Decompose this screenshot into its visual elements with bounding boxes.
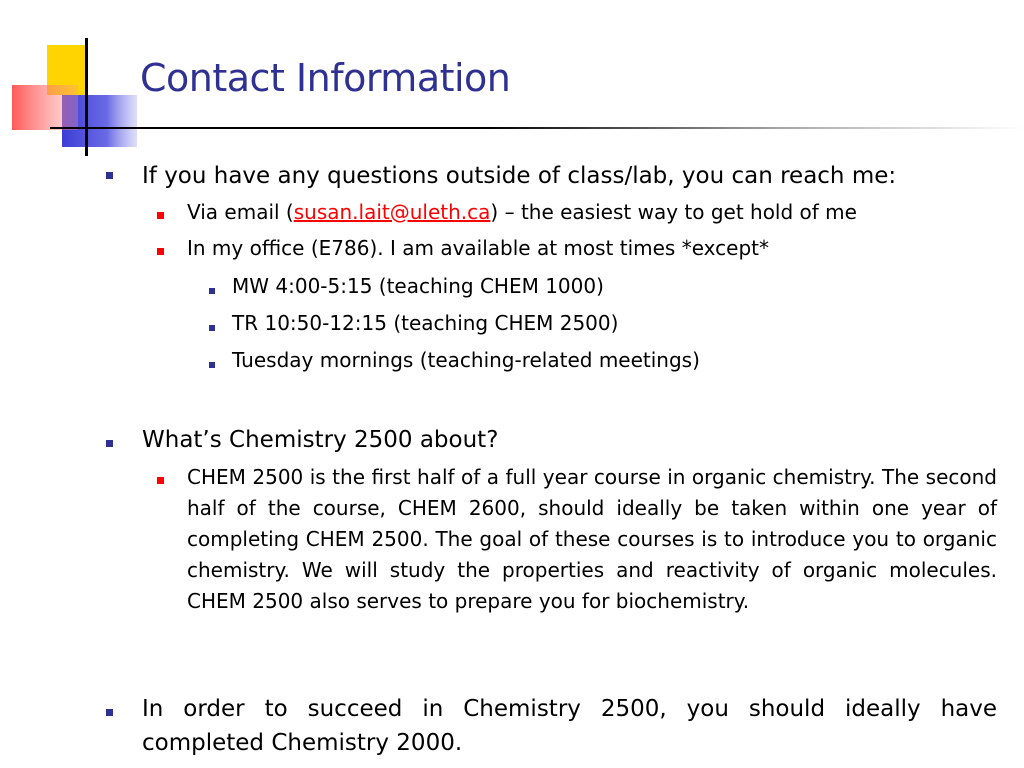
bullet-level3-icon <box>209 288 215 294</box>
bullet-prerequisite: In order to succeed in Chemistry 2500, you should ideally have completed Chemistry 2000. <box>142 696 997 756</box>
bullet-level3-icon <box>209 362 215 368</box>
bullet-level2-icon <box>157 248 164 255</box>
bullet-level1-icon <box>106 709 113 716</box>
bullet-course-about: What’s Chemistry 2500 about? <box>142 427 499 453</box>
bullet-course-description: CHEM 2500 is the first half of a full year course in organic chemistry. The second half of the course, CHEM 2600, should ideally be taken within one year of completing CHEM 2500. The goal of these courses is to introduce you to organic chemistry. We will study the properties and reactivity of organic molecules. CHEM 2500 also serves to prepare you for biochemistry. <box>187 465 997 613</box>
email-prefix: Via email ( <box>187 200 294 224</box>
email-suffix: ) – the easiest way to get hold of me <box>490 200 857 224</box>
slide-title: Contact Information <box>140 56 511 100</box>
bullet-schedule-mw: MW 4:00-5:15 (teaching CHEM 1000) <box>232 274 604 298</box>
email-link[interactable]: susan.lait@uleth.ca <box>293 200 491 224</box>
bullet-level2-icon <box>157 212 164 219</box>
bullet-level3-icon <box>209 325 215 331</box>
bullet-level1-icon <box>106 172 113 179</box>
bullet-email <box>187 197 997 228</box>
bullet-questions-contact: If you have any questions outside of class/lab, you can reach me: <box>142 163 897 189</box>
bullet-schedule-tr: TR 10:50-12:15 (teaching CHEM 2500) <box>232 311 619 335</box>
bullet-office: In my office (E786). I am available at most times *except* <box>187 236 769 260</box>
bullet-level2-icon <box>157 477 164 484</box>
bullet-level1-icon <box>106 440 113 447</box>
bullet-schedule-tuesday: Tuesday mornings (teaching-related meetings) <box>232 348 700 372</box>
